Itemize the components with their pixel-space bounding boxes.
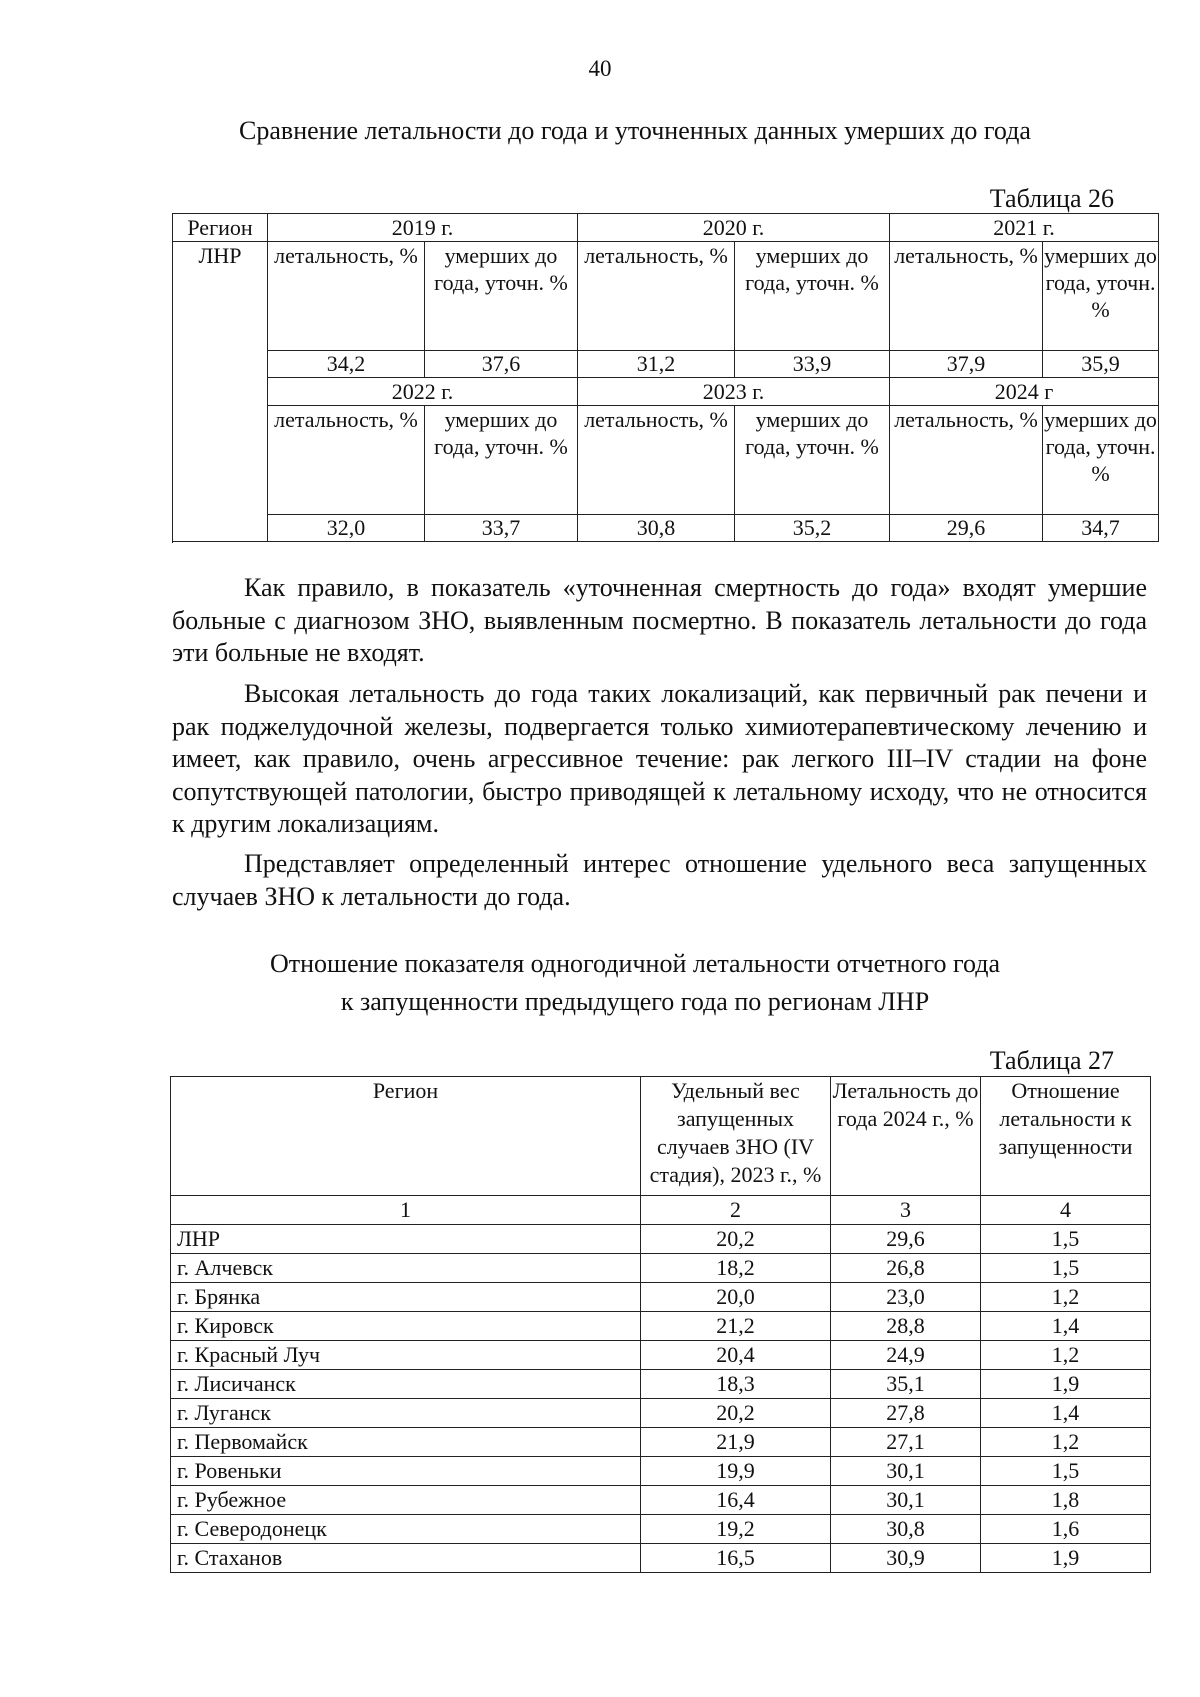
table26-year-row [173,378,1159,406]
value-cell: 20,2 [641,1399,831,1428]
table26-lethality-header: летальность, % [578,406,735,515]
table-row [171,1312,1151,1341]
table27-header-ratio: Отношение летальности к запущенности [981,1077,1151,1196]
value-cell: 20,0 [641,1283,831,1312]
table26-value: 31,2 [578,351,735,378]
table27-title-line2: к запущенности предыдущего года по регионам ЛНР [340,987,930,1016]
value-cell: 1,4 [981,1399,1151,1428]
table27-title-line1: Отношение показателя одногодичной летальности отчетного года [270,949,1000,978]
value-cell: 35,1 [831,1370,981,1399]
paragraph-1: Как правило, в показатель «уточненная смертность до года» входят умершие больные с диагнозом ЗНО, выявленным посмертно. В показатель летальности до года эти больные не входят. [172,573,1147,667]
table26-year: 2023 г. [578,378,890,406]
table27-column-number: 1 [171,1196,641,1225]
table26-value-row [173,351,1159,378]
value-cell: 30,1 [831,1457,981,1486]
value-cell: 1,4 [981,1312,1151,1341]
value-cell: 16,4 [641,1486,831,1515]
table26-lethality-header: летальность, % [268,406,425,515]
table27-header-lethality: Летальность до года 2024 г., % [831,1077,981,1196]
region-name-cell: г. Луганск [171,1399,641,1428]
table26-value: 33,7 [425,515,578,542]
value-cell: 24,9 [831,1341,981,1370]
table-row [171,1341,1151,1370]
table26-deceased-header: умерших до года, уточн. % [1043,406,1159,515]
value-cell: 29,6 [831,1225,981,1254]
table27-body [171,1225,1151,1573]
value-cell: 30,1 [831,1486,981,1515]
table26-year: 2020 г. [578,214,890,242]
value-cell: 23,0 [831,1283,981,1312]
table26-year: 2019 г. [268,214,578,242]
table-row [171,1544,1151,1573]
table26-value: 32,0 [268,515,425,542]
table27-header-advanced-share: Удельный вес запущенных случаев ЗНО (IV стадия), 2023 г., % [641,1077,831,1196]
page-number: 40 [588,56,612,81]
value-cell: 1,5 [981,1254,1151,1283]
table26-value-row [173,515,1159,542]
table26-value: 34,7 [1043,515,1159,542]
table26-value: 29,6 [890,515,1043,542]
value-cell: 16,5 [641,1544,831,1573]
table26-value: 35,9 [1043,351,1159,378]
value-cell: 1,9 [981,1544,1151,1573]
value-cell: 30,9 [831,1544,981,1573]
table-row [171,1283,1151,1312]
table26-year: 2022 г. [268,378,578,406]
value-cell: 20,4 [641,1341,831,1370]
value-cell: 1,2 [981,1283,1151,1312]
table26-year: 2021 г. [890,214,1159,242]
table27-column-numbers-row [171,1196,1151,1225]
table26-subheader-row [173,406,1159,515]
table26-value: 37,9 [890,351,1043,378]
table27-column-number: 2 [641,1196,831,1225]
paragraph-2: Высокая летальность до года таких локализаций, как первичный рак печени и рак поджелудочной железы, подвергается только химиотерапевтическому лечению и имеет, как правило, очень агрессивное течение: рак легкого III–IV стадии на фоне сопутствующей патологии, быстро приводящей к летальному исходу, что не относится к другим локализациям. [172,679,1147,838]
table27-title [170,945,1100,1021]
table27-label: Таблица 27 [989,1046,1114,1075]
table26-value: 30,8 [578,515,735,542]
table26-deceased-header: умерших до года, уточн. % [1043,242,1159,351]
table27-column-number: 4 [981,1196,1151,1225]
table26-value: 34,2 [268,351,425,378]
region-name-cell: г. Лисичанск [171,1370,641,1399]
table26-subheader-row [173,242,1159,351]
value-cell: 1,6 [981,1515,1151,1544]
paragraph-3: Представляет определенный интерес отношение удельного веса запущенных случаев ЗНО к летальности до года. [172,849,1147,911]
value-cell: 26,8 [831,1254,981,1283]
value-cell: 28,8 [831,1312,981,1341]
table-row [171,1370,1151,1399]
region-name-cell: г. Первомайск [171,1428,641,1457]
table26-year-row [173,214,1159,242]
table26-deceased-header: умерших до года, уточн. % [425,406,578,515]
table26 [172,213,1159,542]
table-row [171,1486,1151,1515]
table-row [171,1515,1151,1544]
region-name-cell: г. Рубежное [171,1486,641,1515]
region-name-cell: г. Ровеньки [171,1457,641,1486]
table26-value: 35,2 [735,515,890,542]
region-name-cell: г. Кировск [171,1312,641,1341]
value-cell: 21,9 [641,1428,831,1457]
value-cell: 18,2 [641,1254,831,1283]
value-cell: 1,9 [981,1370,1151,1399]
table26-title: Сравнение летальности до года и уточненных данных умерших до года [239,116,1031,145]
value-cell: 19,2 [641,1515,831,1544]
table26-lethality-header: летальность, % [268,242,425,351]
table-row [171,1225,1151,1254]
table26-region: ЛНР [173,242,268,542]
table26-deceased-header: умерших до года, уточн. % [735,242,890,351]
value-cell: 30,8 [831,1515,981,1544]
table-row [171,1399,1151,1428]
region-name-cell: г. Алчевск [171,1254,641,1283]
table-row [171,1428,1151,1457]
region-name-cell: г. Северодонецк [171,1515,641,1544]
region-name-cell: г. Брянка [171,1283,641,1312]
table26-label: Таблица 26 [989,184,1114,213]
value-cell: 21,2 [641,1312,831,1341]
table26-lethality-header: летальность, % [578,242,735,351]
value-cell: 1,2 [981,1428,1151,1457]
value-cell: 27,1 [831,1428,981,1457]
value-cell: 1,2 [981,1341,1151,1370]
table26-lethality-header: летальность, % [890,406,1043,515]
value-cell: 19,9 [641,1457,831,1486]
table-row [171,1254,1151,1283]
table27-header-region: Регион [171,1077,641,1196]
value-cell: 18,3 [641,1370,831,1399]
region-name-cell: ЛНР [171,1225,641,1254]
table26-lethality-header: летальность, % [890,242,1043,351]
region-name-cell: г. Красный Луч [171,1341,641,1370]
value-cell: 1,5 [981,1225,1151,1254]
value-cell: 20,2 [641,1225,831,1254]
table26-value: 37,6 [425,351,578,378]
table26-region-header: Регион [173,214,268,242]
value-cell: 1,8 [981,1486,1151,1515]
table26-deceased-header: умерших до года, уточн. % [425,242,578,351]
value-cell: 1,5 [981,1457,1151,1486]
region-name-cell: г. Стаханов [171,1544,641,1573]
value-cell: 27,8 [831,1399,981,1428]
table26-deceased-header: умерших до года, уточн. % [735,406,890,515]
table26-value: 33,9 [735,351,890,378]
table27-column-number: 3 [831,1196,981,1225]
table26-year: 2024 г [890,378,1159,406]
table27-header-row [171,1077,1151,1196]
table27 [170,1076,1151,1573]
table-row [171,1457,1151,1486]
